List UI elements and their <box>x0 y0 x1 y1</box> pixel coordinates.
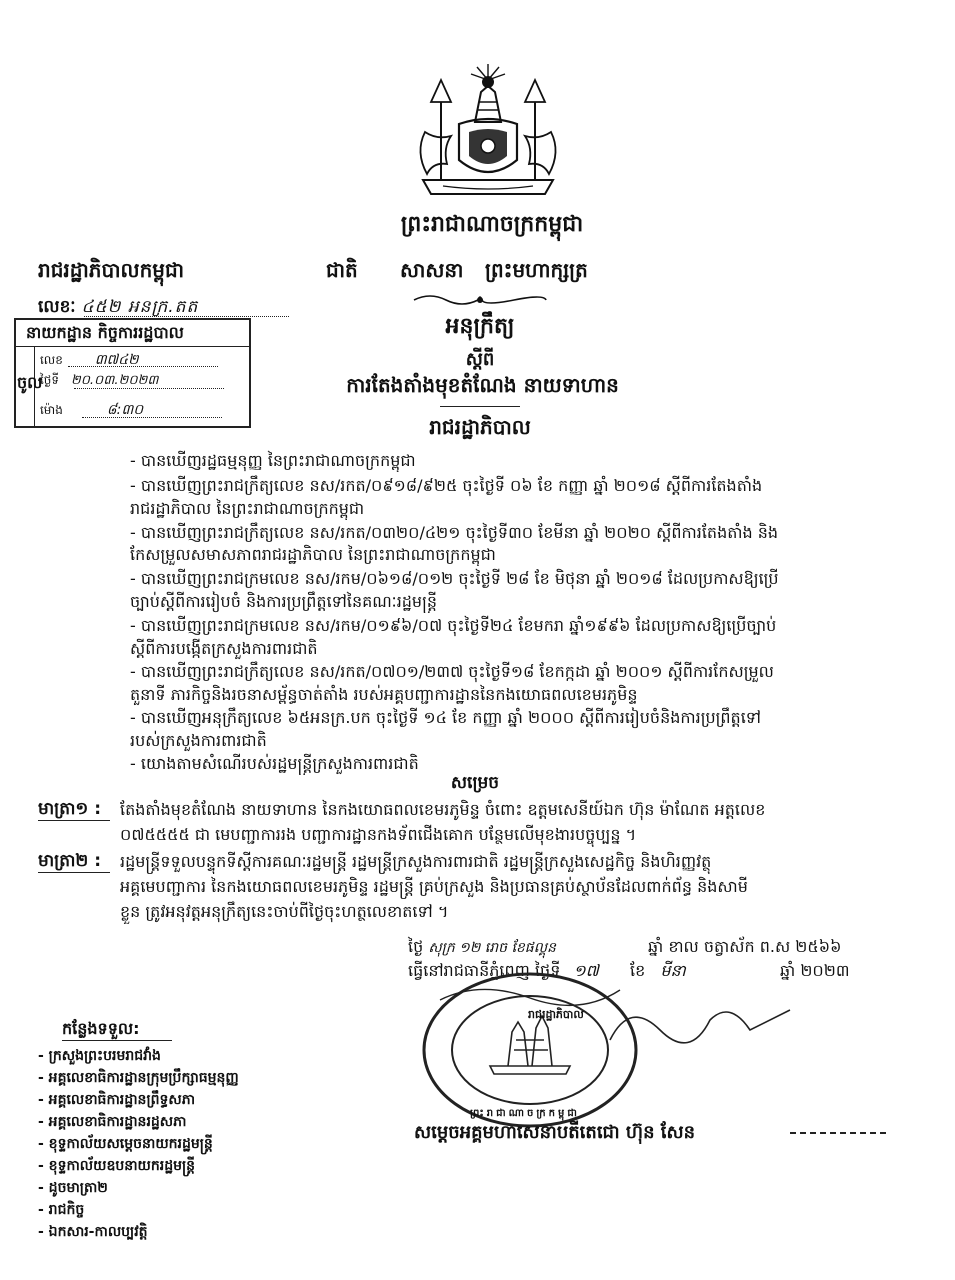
article-1-text-line: តែងតាំងមុខតំណែង នាយទាហាន នៃកងយោធពលខេមរភូមិន្ទ ចំពោះ ឧត្តមសេនីយ៍ឯក ហ៊ុន ម៉ាណែត អត្តលេខ <box>120 800 766 819</box>
distribution-item: - អគ្គលេខាធិការដ្ឋានក្រុមប្រឹក្សាធម្មនុញ្ញ <box>38 1070 239 1086</box>
distribution-item: - ខុទ្ទកាល័យសម្តេចនាយករដ្ឋមន្ត្រី <box>38 1136 213 1152</box>
signature-trailing-dash <box>790 1132 886 1134</box>
article-1-underline <box>38 820 110 821</box>
solar-year: ឆ្នាំ ២០២៣ <box>780 961 850 980</box>
kingdom-title: ព្រះរាជាណាចក្រកម្ពុជា <box>400 212 584 237</box>
distribution-item: - ឯកសារ-កាលប្បវត្តិ <box>38 1224 148 1240</box>
distribution-item: - អគ្គលេខាធិការដ្ឋានព្រឹទ្ធសភា <box>38 1092 196 1108</box>
month-prefix: ខែ <box>630 961 646 980</box>
document-type-title: អនុក្រឹត្យ <box>445 314 515 339</box>
about-label: ស្តីពី <box>465 349 495 370</box>
recital-line: - បានឃើញព្រះរាជក្រឹត្យលេខ នស/រកត/០៣២០/៤២១ ចុះថ្ងៃទី៣០ ខែមីនា ឆ្នាំ ២០២០ ស្តីពីការតែងតាំង និង <box>130 523 779 542</box>
recital-line: - បានឃើញព្រះរាជក្រឹត្យលេខ នស/រកត/០៧០១/២៣៧ ចុះថ្ងៃទី១៨ ខែកក្កដា ឆ្នាំ ២០០១ ស្តីពីការកែសម្រួល <box>130 662 774 681</box>
motto-king: ព្រះមហាក្សត្រ <box>485 258 588 282</box>
lunar-date-handwritten: សុក្រ ១២ រោច ខែផល្គុន <box>428 940 556 956</box>
stamp-box-incoming-label: ចូល <box>17 373 43 392</box>
receipt-stamp-box <box>14 318 251 428</box>
stamp-number-row <box>40 350 139 371</box>
handwritten-signature <box>600 990 800 1060</box>
distribution-item: - ដូចមាត្រា២ <box>38 1180 108 1196</box>
lunar-date-line <box>408 936 556 960</box>
stamp-number-label: លេខ <box>40 353 63 367</box>
reference-label: លេខៈ <box>38 297 76 317</box>
decision-heading: សម្រេច <box>450 773 500 793</box>
article-2-underline <box>38 872 110 873</box>
reference-underline <box>84 316 289 317</box>
seal-inner-text: រាជរដ្ឋាភិបាល <box>528 1008 584 1021</box>
article-2-label: មាត្រា២ : <box>38 851 102 871</box>
recital-line: - បានឃើញព្រះរាជក្រឹត្យលេខ នស/រកត/០៩១៨/៩២៥ ចុះថ្ងៃទី ០៦ ខែ កញ្ញា ឆ្នាំ ២០១៨ ស្តីពីការតែងតាំង <box>130 476 763 495</box>
stamp-box-title: នាយកដ្ឋាន កិច្ចការរដ្ឋបាល <box>26 323 184 342</box>
article-2-text-line: រដ្ឋមន្ត្រីទទួលបន្ទុកទីស្តីការគណៈរដ្ឋមន្ត្រី រដ្ឋមន្ត្រីក្រសួងការពារជាតិ រដ្ឋមន្ត្រីក្រសួងសេដ្ឋកិច្ច និងហិរញ្ញវត្ថុ <box>120 852 712 871</box>
seal-ring-text: ព្រះរាជាណាចក្រកម្ពុជា <box>470 1108 580 1119</box>
stamp-number-value: ៣៧៤២ <box>94 352 139 368</box>
distribution-item: - ក្រសួងព្រះបរមរាជវាំង <box>38 1048 161 1064</box>
recital-line: - បានឃើញព្រះរាជក្រមលេខ នស/រកម/០១៩៦/០៧ ចុះថ្ងៃទី២៤ ខែមករា ឆ្នាំ១៩៩៦ ដែលប្រកាសឱ្យប្រើច្បាប់ <box>130 616 777 635</box>
signatory-name: សម្តេចអគ្គមហាសេនាបតីតេជោ ហ៊ុន សែន <box>414 1122 696 1143</box>
recital-line: កែសម្រួលសមាសភាពរាជរដ្ឋាភិបាល នៃព្រះរាជាណាចក្រកម្ពុជា <box>130 545 496 564</box>
recital-line: ស្តីពីការបង្កើតក្រសួងការពារជាតិ <box>130 639 318 658</box>
motto-religion: សាសនា <box>400 258 464 282</box>
recital-line: រាជរដ្ឋាភិបាល នៃព្រះរាជាណាចក្រកម្ពុជា <box>130 499 365 518</box>
place-date-day: ១៧ <box>573 961 599 980</box>
recital-line: របស់ក្រសួងការពារជាតិ <box>130 731 267 750</box>
recital-line: - បានឃើញអនុក្រឹត្យលេខ ៦៥អនក្រ.បក ចុះថ្ងៃទី ១៤ ខែ កញ្ញា ឆ្នាំ ២០០០ ស្តីពីការរៀបចំនិងការប្រព្រឹត្តទៅ <box>130 708 762 727</box>
stamp-box-divider <box>16 346 249 347</box>
document-subject: ការតែងតាំងមុខតំណែង នាយទាហាន <box>346 373 619 397</box>
distribution-item: - ខុទ្ទកាល័យឧបនាយករដ្ឋមន្ត្រី <box>38 1158 196 1174</box>
article-2-text-line: ខ្លួន ត្រូវអនុវត្តអនុក្រឹត្យនេះចាប់ពីថ្ងៃចុះហត្ថលេខាតទៅ ។ <box>120 902 449 921</box>
reference-value: ៤៥២ អនក្រ.តត <box>81 297 199 317</box>
distribution-item: - រាជកិច្ច <box>38 1202 85 1218</box>
issuer-title: រាជរដ្ឋាភិបាល <box>429 415 531 439</box>
stamp-time-value: ៨:៣០ <box>106 402 144 418</box>
motto-nation: ជាតិ <box>326 258 358 282</box>
recital-line: តួនាទី ភារកិច្ចនិងរចនាសម្ព័ន្ធចាត់តាំង របស់អគ្គបញ្ជាការដ្ឋាននៃកងយោធពលខេមរភូមិន្ទ <box>130 685 638 704</box>
stamp-number-underline <box>68 366 218 367</box>
month-handwritten: មីនា <box>660 961 686 980</box>
stamp-date-underline <box>74 388 224 389</box>
article-1-label: មាត្រា១ : <box>38 799 102 819</box>
lunar-date-prefix: ថ្ងៃ <box>408 937 424 956</box>
government-label: រាជរដ្ឋាភិបាលកម្ពុជា <box>38 258 184 282</box>
distribution-item: - អគ្គលេខាធិការដ្ឋានរដ្ឋសភា <box>38 1114 187 1130</box>
distribution-heading: កន្លែងទទួល: <box>62 1019 140 1038</box>
recital-line: ច្បាប់ស្តីពីការរៀបចំ និងការប្រព្រឹត្តទៅនៃគណៈរដ្ឋមន្ត្រី <box>130 592 437 611</box>
stamp-time-label: ម៉ោង <box>40 403 63 417</box>
recital-line: - យោងតាមសំណើរបស់រដ្ឋមន្ត្រីក្រសួងការពារជាតិ <box>130 754 419 773</box>
recital-line: - បានឃើញរដ្ឋធម្មនុញ្ញ នៃព្រះរាជាណាចក្រកម្ពុជា <box>130 451 416 470</box>
place-date-prefix: ធ្វើនៅរាជធានីភ្នំពេញ ថ្ងៃទី <box>408 961 561 980</box>
distribution-heading-underline <box>62 1040 172 1041</box>
lunar-year: ឆ្នាំ ខាល ចត្វាស័ក ព.ស ២៥៦៦ <box>648 937 842 956</box>
stamp-date-value: ២០.០៣.២០២៣ <box>70 373 159 388</box>
article-1-text-line: ០៧៥៥៥៥ ជា មេបញ្ជាការរង បញ្ជាការដ្ឋានកងទ័ពជើងគោក បន្ថែមលើមុខងារបច្ចុប្បន្ន ។ <box>120 825 637 844</box>
stamp-date-label: ថ្ងៃទី <box>40 373 60 387</box>
ornament-divider <box>410 292 550 308</box>
article-2-text-line: អគ្គមេបញ្ជាការ នៃកងយោធពលខេមរភូមិន្ទ រដ្ឋមន្ត្រី គ្រប់ក្រសួង និងប្រធានគ្រប់ស្ថាប័នដែលពាក់ព័ន្ធ និងសាមី <box>120 877 748 896</box>
subject-underline <box>440 406 520 407</box>
stamp-time-underline <box>82 417 222 418</box>
royal-coat-of-arms-emblem <box>403 62 573 202</box>
recital-line: - បានឃើញព្រះរាជក្រមលេខ នស/រកម/០៦១៨/០១២ ចុះថ្ងៃទី ២៨ ខែ មិថុនា ឆ្នាំ ២០១៨ ដែលប្រកាសឱ្យប្រើ <box>130 569 779 588</box>
